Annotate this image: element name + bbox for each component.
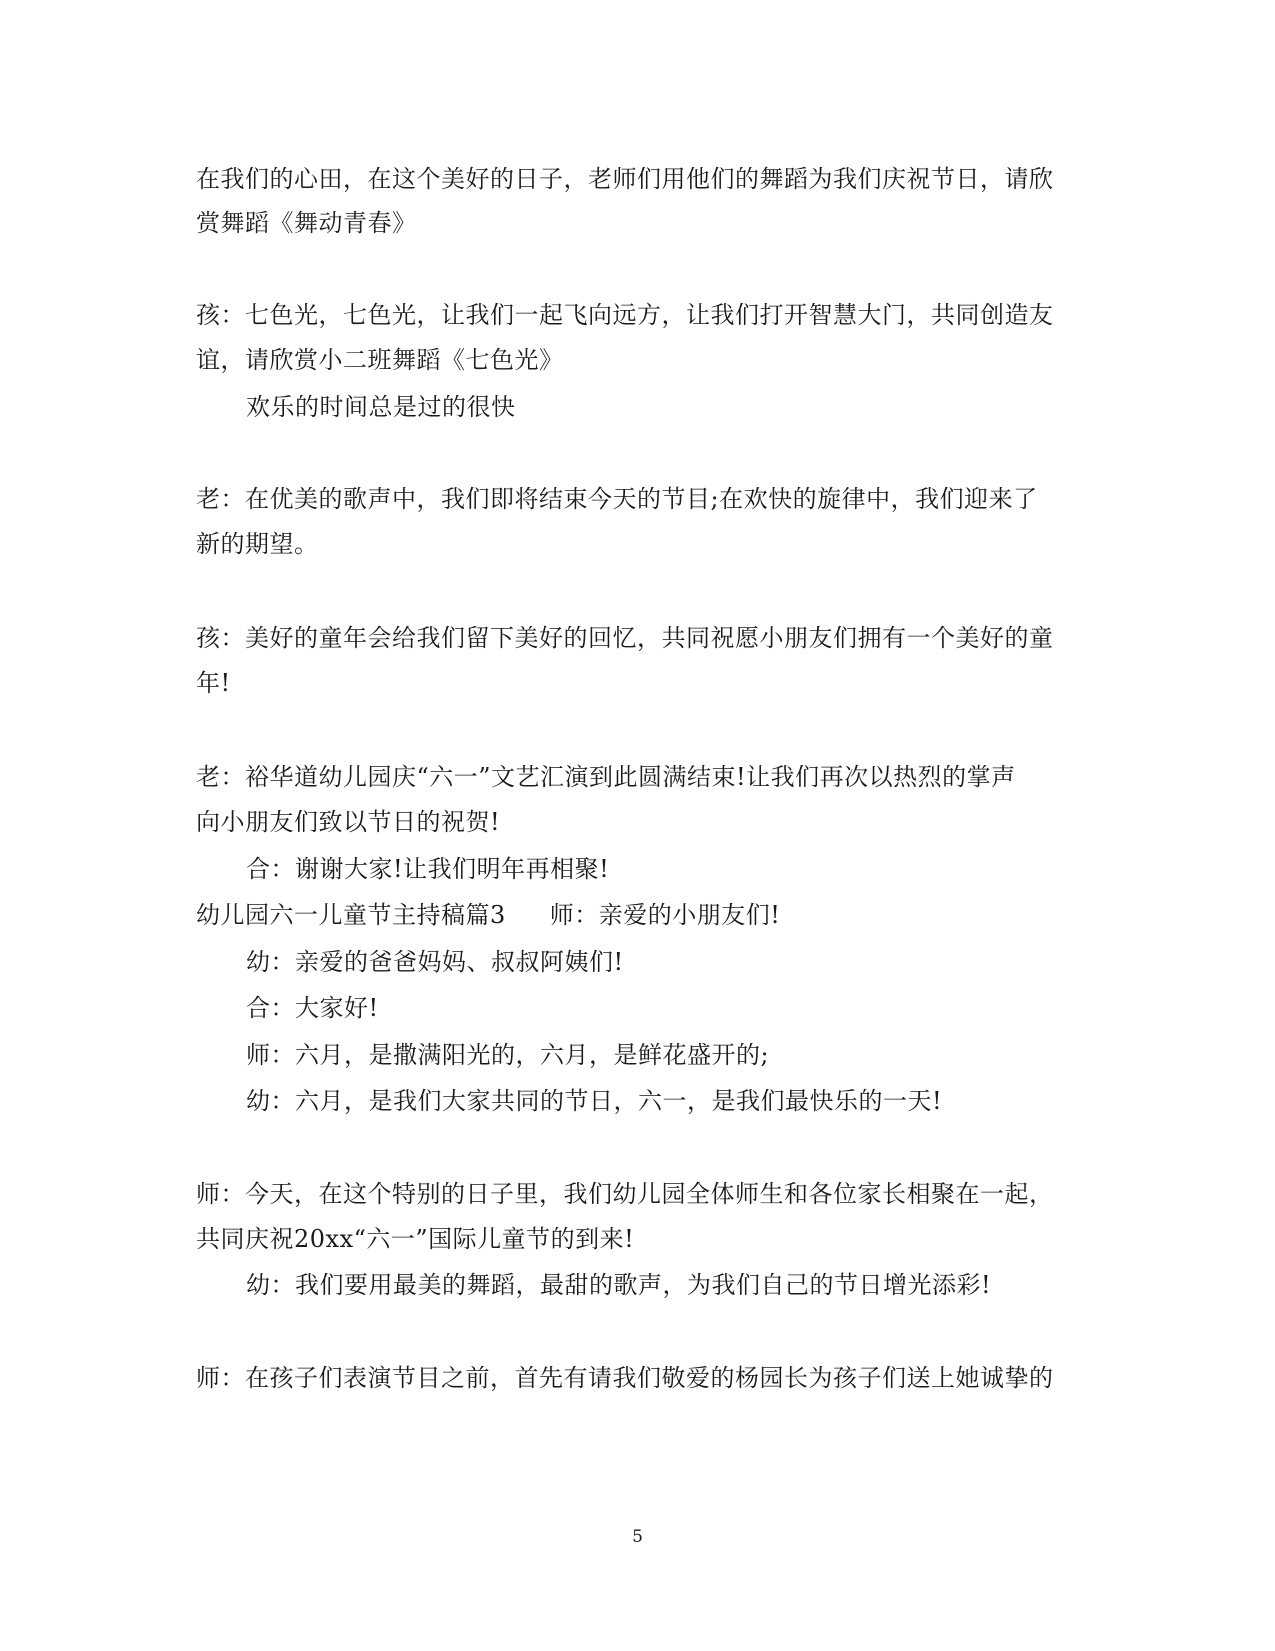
text-line: 新的期望。: [196, 530, 319, 558]
text-line: 老：裕华道幼儿园庆“六一”文艺汇演到此圆满结束!让我们再次以热烈的掌声: [196, 763, 1016, 791]
text-line: 赏舞蹈《舞动青春》: [196, 209, 417, 237]
text-line: 孩：七色光，七色光，让我们一起飞向远方，让我们打开智慧大门，共同创造友: [196, 301, 1054, 329]
text-line: 师：今天，在这个特别的日子里，我们幼儿园全体师生和各位家长相聚在一起，: [196, 1180, 1054, 1208]
text-line: 谊，请欣赏小二班舞蹈《七色光》: [196, 346, 564, 374]
text-line: 年!: [196, 669, 231, 697]
text-line: 幼：我们要用最美的舞蹈，最甜的歌声，为我们自己的节日增光添彩!: [246, 1271, 992, 1299]
text-line: 向小朋友们致以节日的祝贺!: [196, 808, 501, 836]
text-line: 在我们的心田，在这个美好的日子，老师们用他们的舞蹈为我们庆祝节日，请欣: [196, 165, 1054, 193]
text-line: 孩：美好的童年会给我们留下美好的回忆，共同祝愿小朋友们拥有一个美好的童: [196, 624, 1054, 652]
text-line: 欢乐的时间总是过的很快: [246, 393, 516, 421]
section-heading: 幼儿园六一儿童节主持稿篇3: [196, 901, 506, 929]
page-number: 5: [632, 1527, 643, 1547]
text-line: 幼：亲爱的爸爸妈妈、叔叔阿姨们!: [246, 948, 624, 976]
text-line: 共同庆祝20xx“六一”国际儿童节的到来!: [196, 1225, 635, 1253]
text-line: 师：亲爱的小朋友们!: [549, 901, 781, 929]
text-line: 合：大家好!: [246, 994, 379, 1022]
text-line: 幼：六月，是我们大家共同的节日，六一，是我们最快乐的一天!: [246, 1087, 943, 1115]
text-line: 老：在优美的歌声中，我们即将结束今天的节目;在欢快的旋律中，我们迎来了: [196, 485, 1038, 513]
text-line: 合：谢谢大家!让我们明年再相聚!: [246, 855, 610, 883]
text-line: 师：在孩子们表演节目之前，首先有请我们敬爱的杨园长为孩子们送上她诚挚的: [196, 1364, 1054, 1392]
heading-line: [196, 900, 780, 930]
text-line: 师：六月，是撒满阳光的，六月，是鲜花盛开的;: [246, 1041, 770, 1069]
